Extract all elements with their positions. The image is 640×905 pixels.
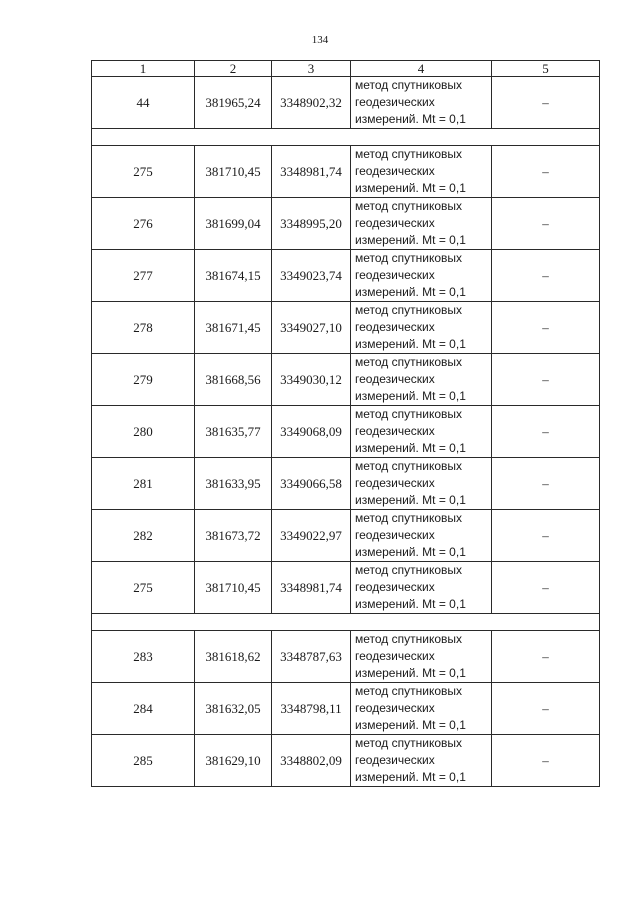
- note-cell: –: [492, 562, 600, 614]
- point-number-cell: 278: [92, 302, 195, 354]
- method-line: геодезических: [355, 164, 435, 178]
- table-row: [92, 302, 600, 354]
- method-line: измерений. Mt = 0,1: [355, 285, 466, 299]
- table-row: [92, 77, 600, 129]
- method-line: метод спутниковых: [355, 632, 463, 646]
- header-row: [92, 61, 600, 77]
- method-line: геодезических: [355, 580, 435, 594]
- point-number-cell: 284: [92, 683, 195, 735]
- point-number-cell: 275: [92, 146, 195, 198]
- point-number-cell: 275: [92, 562, 195, 614]
- y-coordinate-cell: 3348981,74: [272, 146, 351, 198]
- table-row: [92, 354, 600, 406]
- note-cell: –: [492, 510, 600, 562]
- method-line: метод спутниковых: [355, 251, 463, 265]
- method-line: измерений. Mt = 0,1: [355, 666, 466, 680]
- method-line: метод спутниковых: [355, 199, 463, 213]
- page-number: 134: [311, 34, 329, 46]
- method-line: геодезических: [355, 701, 435, 715]
- y-coordinate-cell: 3349030,12: [272, 354, 351, 406]
- y-coordinate-cell: 3348802,09: [272, 735, 351, 787]
- method-line: метод спутниковых: [355, 563, 463, 577]
- y-coordinate-cell: 3348787,63: [272, 631, 351, 683]
- note-cell: –: [492, 631, 600, 683]
- method-cell: [351, 683, 492, 735]
- method-line: метод спутниковых: [355, 303, 463, 317]
- separator-row: [92, 129, 600, 146]
- header-cell: 1: [92, 61, 195, 77]
- header-cell: 2: [195, 61, 272, 77]
- y-coordinate-cell: 3349068,09: [272, 406, 351, 458]
- method-line: геодезических: [355, 476, 435, 490]
- method-line: геодезических: [355, 753, 435, 767]
- separator-cell: [92, 614, 600, 631]
- method-line: геодезических: [355, 320, 435, 334]
- note-cell: –: [492, 146, 600, 198]
- table-row: [92, 562, 600, 614]
- method-line: измерений. Mt = 0,1: [355, 389, 466, 403]
- header-cell: 4: [351, 61, 492, 77]
- table-row: [92, 510, 600, 562]
- method-line: геодезических: [355, 528, 435, 542]
- x-coordinate-cell: 381618,62: [195, 631, 272, 683]
- method-line: измерений. Mt = 0,1: [355, 181, 466, 195]
- x-coordinate-cell: 381710,45: [195, 562, 272, 614]
- method-line: геодезических: [355, 268, 435, 282]
- method-line: измерений. Mt = 0,1: [355, 545, 466, 559]
- x-coordinate-cell: 381629,10: [195, 735, 272, 787]
- table-row: [92, 406, 600, 458]
- table-row: [92, 198, 600, 250]
- method-line: измерений. Mt = 0,1: [355, 112, 466, 126]
- note-cell: –: [492, 458, 600, 510]
- method-cell: [351, 77, 492, 129]
- x-coordinate-cell: 381710,45: [195, 146, 272, 198]
- x-coordinate-cell: 381632,05: [195, 683, 272, 735]
- point-number-cell: 283: [92, 631, 195, 683]
- method-line: измерений. Mt = 0,1: [355, 718, 466, 732]
- method-line: метод спутниковых: [355, 511, 463, 525]
- method-cell: [351, 735, 492, 787]
- point-number-cell: 44: [92, 77, 195, 129]
- note-cell: –: [492, 77, 600, 129]
- table-row: [92, 146, 600, 198]
- note-cell: –: [492, 198, 600, 250]
- method-cell: [351, 354, 492, 406]
- method-line: метод спутниковых: [355, 407, 463, 421]
- method-line: метод спутниковых: [355, 684, 463, 698]
- y-coordinate-cell: 3349066,58: [272, 458, 351, 510]
- table-body: [92, 77, 600, 787]
- method-cell: [351, 458, 492, 510]
- note-cell: –: [492, 250, 600, 302]
- method-line: геодезических: [355, 424, 435, 438]
- note-cell: –: [492, 406, 600, 458]
- method-cell: [351, 510, 492, 562]
- method-line: геодезических: [355, 95, 435, 109]
- method-line: измерений. Mt = 0,1: [355, 337, 466, 351]
- method-line: метод спутниковых: [355, 147, 463, 161]
- method-line: метод спутниковых: [355, 736, 463, 750]
- x-coordinate-cell: 381668,56: [195, 354, 272, 406]
- method-line: геодезических: [355, 372, 435, 386]
- point-number-cell: 276: [92, 198, 195, 250]
- point-number-cell: 277: [92, 250, 195, 302]
- method-line: измерений. Mt = 0,1: [355, 770, 466, 784]
- table-row: [92, 683, 600, 735]
- x-coordinate-cell: 381699,04: [195, 198, 272, 250]
- note-cell: –: [492, 735, 600, 787]
- separator-cell: [92, 129, 600, 146]
- y-coordinate-cell: 3349027,10: [272, 302, 351, 354]
- y-coordinate-cell: 3349023,74: [272, 250, 351, 302]
- method-line: метод спутниковых: [355, 355, 463, 369]
- header-cell: 5: [492, 61, 600, 77]
- method-line: измерений. Mt = 0,1: [355, 597, 466, 611]
- header-cell: 3: [272, 61, 351, 77]
- note-cell: –: [492, 302, 600, 354]
- method-cell: [351, 302, 492, 354]
- note-cell: –: [492, 354, 600, 406]
- x-coordinate-cell: 381673,72: [195, 510, 272, 562]
- y-coordinate-cell: 3348995,20: [272, 198, 351, 250]
- y-coordinate-cell: 3349022,97: [272, 510, 351, 562]
- point-number-cell: 279: [92, 354, 195, 406]
- point-number-cell: 280: [92, 406, 195, 458]
- method-line: измерений. Mt = 0,1: [355, 493, 466, 507]
- method-line: метод спутниковых: [355, 459, 463, 473]
- method-cell: [351, 250, 492, 302]
- method-line: геодезических: [355, 649, 435, 663]
- table-row: [92, 631, 600, 683]
- method-cell: [351, 406, 492, 458]
- coordinates-table: [91, 60, 600, 787]
- method-line: геодезических: [355, 216, 435, 230]
- point-number-cell: 285: [92, 735, 195, 787]
- table-row: [92, 250, 600, 302]
- x-coordinate-cell: 381674,15: [195, 250, 272, 302]
- x-coordinate-cell: 381633,95: [195, 458, 272, 510]
- method-cell: [351, 562, 492, 614]
- x-coordinate-cell: 381671,45: [195, 302, 272, 354]
- y-coordinate-cell: 3348902,32: [272, 77, 351, 129]
- table-row: [92, 458, 600, 510]
- x-coordinate-cell: 381965,24: [195, 77, 272, 129]
- method-cell: [351, 198, 492, 250]
- method-cell: [351, 146, 492, 198]
- method-cell: [351, 631, 492, 683]
- method-line: измерений. Mt = 0,1: [355, 441, 466, 455]
- method-line: метод спутниковых: [355, 78, 463, 92]
- table-row: [92, 735, 600, 787]
- y-coordinate-cell: 3348981,74: [272, 562, 351, 614]
- x-coordinate-cell: 381635,77: [195, 406, 272, 458]
- separator-row: [92, 614, 600, 631]
- point-number-cell: 281: [92, 458, 195, 510]
- point-number-cell: 282: [92, 510, 195, 562]
- method-line: измерений. Mt = 0,1: [355, 233, 466, 247]
- y-coordinate-cell: 3348798,11: [272, 683, 351, 735]
- note-cell: –: [492, 683, 600, 735]
